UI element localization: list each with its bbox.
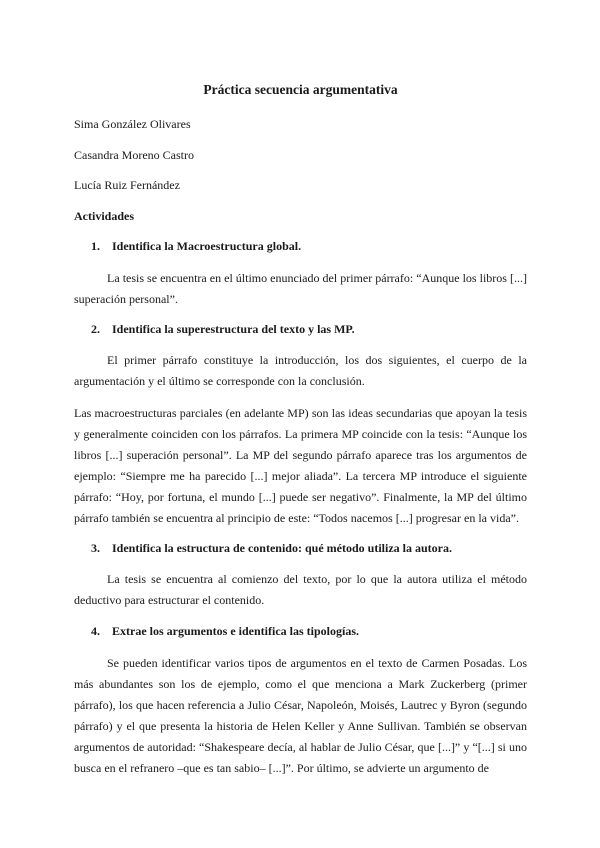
question-2-paragraph-2: Las macroestructuras parciales (en adelante MP) son las ideas secundarias que apoyan la tesis y generalmente coinciden con los párrafos. La primera MP coincide con la tesis: “Aunque los libros [...] superación personal”. La MP del segundo párrafo aparece tras los argumentos de ejemplo: “Siempre me ha parecido [...] mejor aliada”. La tercera MP introduce el siguiente párrafo: “Hoy, por fortuna, el mundo [...] puede ser negativo”. Finalmente, la MP del último párrafo también se encuentra al principio de este: “Todos nacemos [...] progresar en la vida”. — [74, 406, 527, 525]
question-3-number: 3. — [91, 541, 100, 555]
question-3-paragraph-1: La tesis se encuentra al comienzo del texto, por lo que la autora utiliza el método deductivo para estructurar el contenido. — [74, 572, 527, 607]
question-4-number: 4. — [91, 624, 100, 638]
question-3-heading — [91, 541, 452, 556]
question-1-number: 1. — [91, 239, 100, 253]
question-2-heading — [91, 322, 355, 337]
author-2: Casandra Moreno Castro — [74, 148, 194, 162]
question-4-paragraph-1: Se pueden identificar varios tipos de argumentos en el texto de Carmen Posadas. Los más abundantes son los de ejemplo, como el que menciona a Mark Zuckerberg (primer párrafo), los que hacen referencia a Julio César, Napoleón, Moisés, Lautrec y Byron (segundo párrafo) y el que presenta la historia de Helen Keller y Anne Sullivan. También se observan argumentos de autoridad: “Shakespeare decía, al hablar de Julio César, que [...]” y “[...] si uno busca en el refranero –que es tan sabio– [...]”. Por último, se advierte un argumento de — [74, 656, 527, 775]
question-4-text: Extrae los argumentos e identifica las tipologías. — [112, 624, 359, 638]
question-2-text: Identifica la superestructura del texto y las MP. — [112, 322, 355, 336]
author-1: Sima González Olivares — [74, 117, 191, 131]
question-2-number: 2. — [91, 322, 100, 336]
section-label: Actividades — [74, 209, 134, 223]
question-2-paragraph-1: El primer párrafo constituye la introducción, los dos siguientes, el cuerpo de la argumentación y el último se corresponde con la conclusión. — [74, 353, 527, 388]
question-3-text: Identifica la estructura de contenido: qué método utiliza la autora. — [112, 541, 452, 555]
question-1-paragraph-1: La tesis se encuentra en el último enunciado del primer párrafo: “Aunque los libros [...] superación personal”. — [74, 271, 527, 306]
question-4-heading — [91, 624, 359, 639]
author-3: Lucía Ruiz Fernández — [74, 178, 180, 192]
document-title: Práctica secuencia argumentativa — [203, 82, 398, 97]
question-1-text: Identifica la Macroestructura global. — [112, 239, 302, 253]
question-1-heading — [91, 239, 301, 254]
